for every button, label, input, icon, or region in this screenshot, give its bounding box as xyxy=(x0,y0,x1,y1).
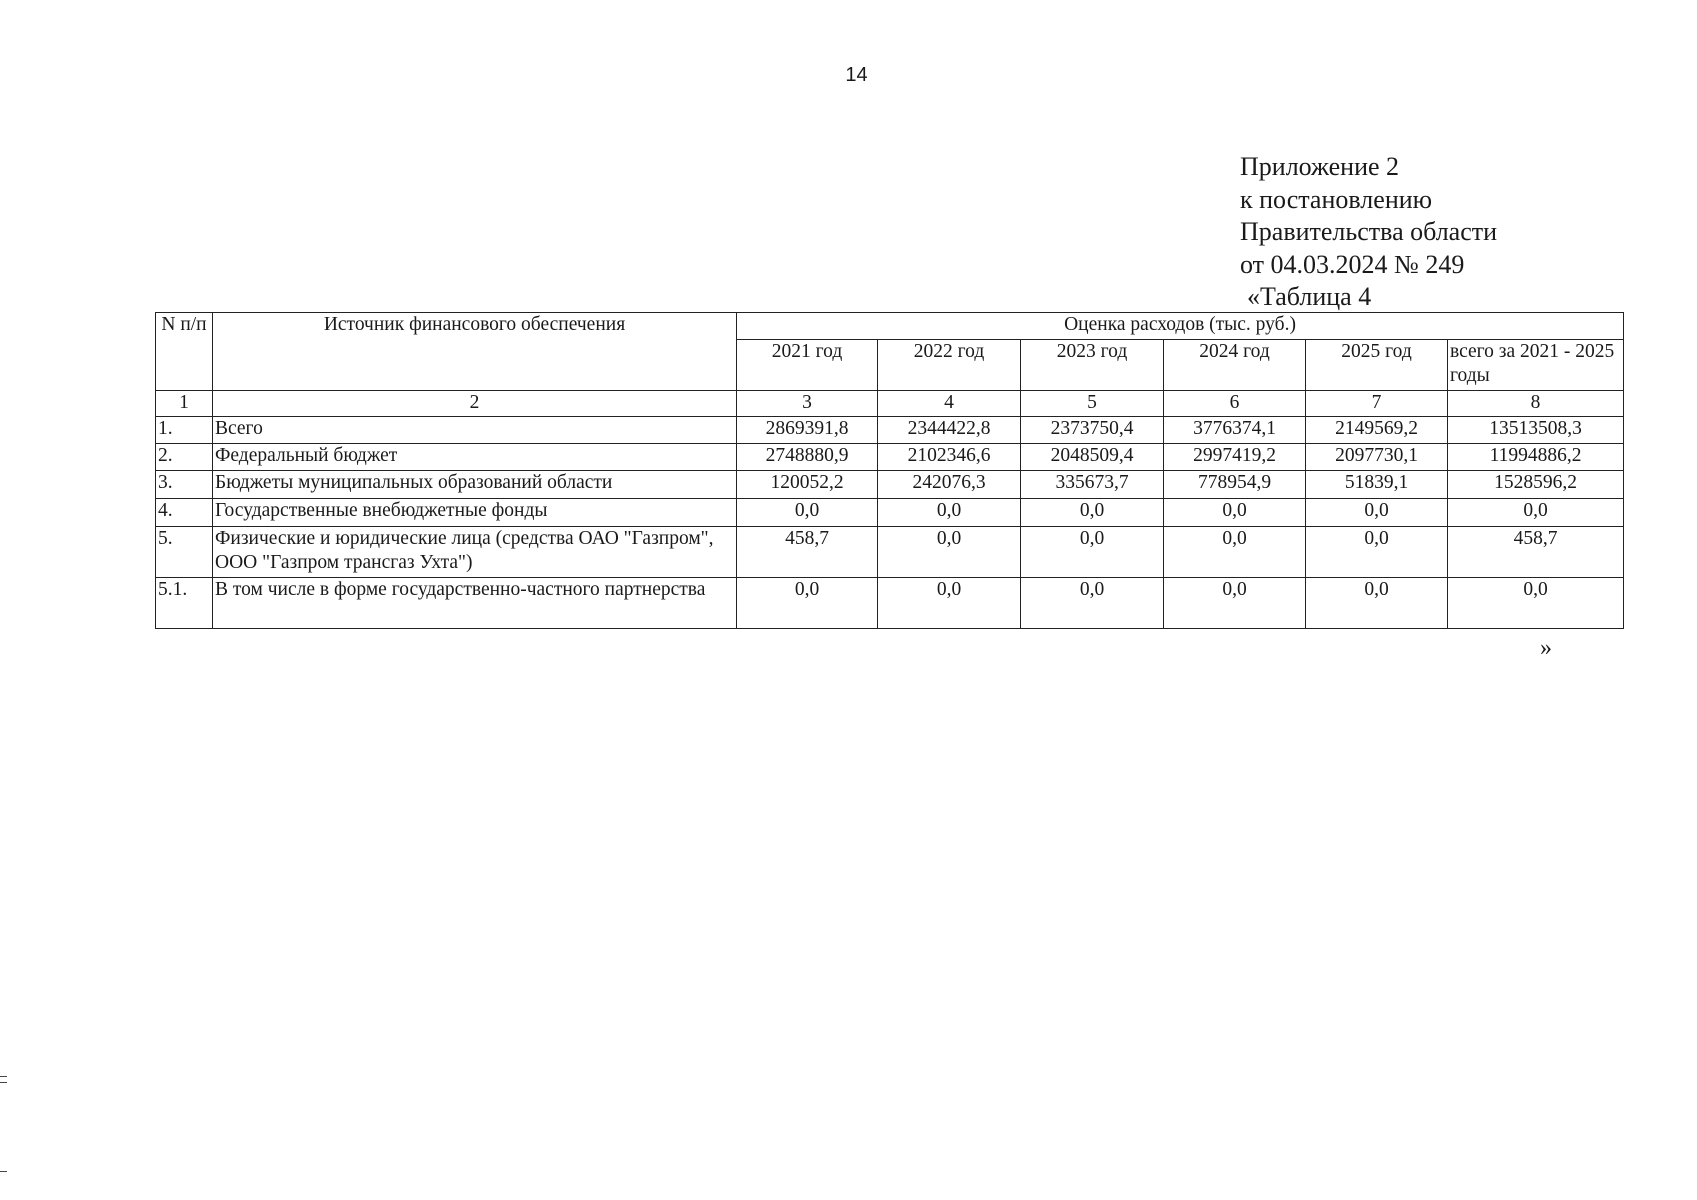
row-value: 0,0 xyxy=(1164,578,1306,629)
column-number: 1 xyxy=(156,391,213,417)
column-number: 2 xyxy=(213,391,737,417)
row-value: 1528596,2 xyxy=(1448,471,1624,499)
row-value: 0,0 xyxy=(1021,578,1164,629)
column-numbers-row xyxy=(156,391,1624,417)
row-value: 120052,2 xyxy=(737,471,878,499)
table-row xyxy=(156,578,1624,629)
row-value: 2373750,4 xyxy=(1021,417,1164,444)
margin-mark xyxy=(0,1082,7,1083)
appendix-date-number: от 04.03.2024 № 249 xyxy=(1240,249,1465,279)
row-value: 2748880,9 xyxy=(737,444,878,471)
row-number: 4. xyxy=(156,499,213,527)
row-source: В том числе в форме государственно-частного партнерства xyxy=(213,578,737,629)
header-year: 2022 год xyxy=(878,340,1021,391)
row-value: 778954,9 xyxy=(1164,471,1306,499)
header-year: 2021 год xyxy=(737,340,878,391)
row-value: 0,0 xyxy=(1448,499,1624,527)
row-number: 3. xyxy=(156,471,213,499)
financing-table xyxy=(155,312,1624,629)
header-year: 2025 год xyxy=(1306,340,1448,391)
row-value: 458,7 xyxy=(1448,527,1624,578)
row-value: 0,0 xyxy=(1021,499,1164,527)
row-source: Государственные внебюджетные фонды xyxy=(213,499,737,527)
row-value: 335673,7 xyxy=(1021,471,1164,499)
table-row xyxy=(156,471,1624,499)
row-value: 0,0 xyxy=(878,499,1021,527)
column-number: 4 xyxy=(878,391,1021,417)
row-number: 5.1. xyxy=(156,578,213,629)
margin-mark xyxy=(0,1076,7,1077)
appendix-resolution: к постановлению xyxy=(1240,184,1433,214)
row-number: 5. xyxy=(156,527,213,578)
row-value: 0,0 xyxy=(737,578,878,629)
row-value: 2048509,4 xyxy=(1021,444,1164,471)
row-value: 0,0 xyxy=(1306,499,1448,527)
margin-mark xyxy=(0,1171,7,1172)
header-year: 2023 год xyxy=(1021,340,1164,391)
row-value: 0,0 xyxy=(1164,499,1306,527)
row-source: Федеральный бюджет xyxy=(213,444,737,471)
row-value: 0,0 xyxy=(1021,527,1164,578)
row-value: 0,0 xyxy=(1306,578,1448,629)
header-total: всего за 2021 - 2025 годы xyxy=(1448,340,1624,391)
row-value: 2344422,8 xyxy=(878,417,1021,444)
appendix-header xyxy=(1240,151,1497,314)
row-number: 2. xyxy=(156,444,213,471)
table-reference: «Таблица 4 xyxy=(1247,282,1372,311)
header-year: 2024 год xyxy=(1164,340,1306,391)
row-value: 2149569,2 xyxy=(1306,417,1448,444)
header-estimate: Оценка расходов (тыс. руб.) xyxy=(737,313,1624,340)
row-value: 0,0 xyxy=(1164,527,1306,578)
row-value: 0,0 xyxy=(878,527,1021,578)
row-value: 242076,3 xyxy=(878,471,1021,499)
table-row xyxy=(156,527,1624,578)
row-value: 2102346,6 xyxy=(878,444,1021,471)
appendix-government: Правительства области xyxy=(1240,217,1498,246)
row-value: 2869391,8 xyxy=(737,417,878,444)
row-value: 0,0 xyxy=(878,578,1021,629)
header-num: N п/п xyxy=(156,313,213,391)
row-value: 3776374,1 xyxy=(1164,417,1306,444)
row-source: Бюджеты муниципальных образований области xyxy=(213,471,737,499)
row-value: 0,0 xyxy=(1448,578,1624,629)
row-source: Всего xyxy=(213,417,737,444)
header-source: Источник финансового обеспечения xyxy=(213,313,737,391)
page-number: 14 xyxy=(845,64,868,86)
table-row xyxy=(156,417,1624,444)
row-value: 458,7 xyxy=(737,527,878,578)
column-number: 7 xyxy=(1306,391,1448,417)
table-row xyxy=(156,444,1624,471)
row-value: 2997419,2 xyxy=(1164,444,1306,471)
row-value: 0,0 xyxy=(737,499,878,527)
appendix-title: Приложение 2 xyxy=(1240,152,1400,181)
row-value: 0,0 xyxy=(1306,527,1448,578)
row-number: 1. xyxy=(156,417,213,444)
table-row xyxy=(156,499,1624,527)
row-value: 2097730,1 xyxy=(1306,444,1448,471)
row-value: 13513508,3 xyxy=(1448,417,1624,444)
header-row xyxy=(156,313,1624,340)
row-value: 51839,1 xyxy=(1306,471,1448,499)
row-source: Физические и юридические лица (средства ОАО "Газпром", ООО "Газпром трансгаз Ухта") xyxy=(213,527,737,578)
column-number: 8 xyxy=(1448,391,1624,417)
column-number: 3 xyxy=(737,391,878,417)
column-number: 5 xyxy=(1021,391,1164,417)
closing-quote: » xyxy=(1540,635,1552,661)
row-value: 11994886,2 xyxy=(1448,444,1624,471)
column-number: 6 xyxy=(1164,391,1306,417)
